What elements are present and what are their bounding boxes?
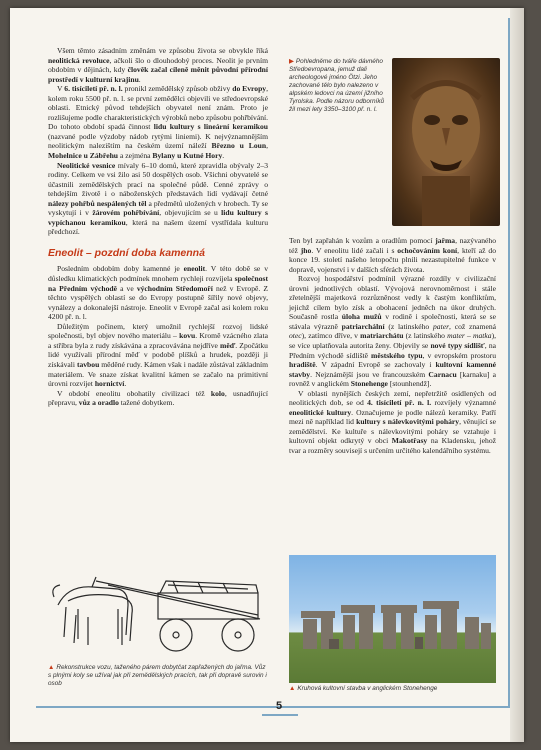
mummy-face-icon <box>392 58 500 226</box>
paragraph: Rozvoj hospodářství podmínil výrazné rozdíly v civilizační úrovni jednotlivých oblastí. Vývojová nerovnoměrnost i stále zřetelnější majetková rozrůzněnost vedly k častým konfliktům, jejichž cílem bylo získ a obohacení jedněch na úkor druhých. Současně rostla úloha mužů v rodině i společnosti, která se se stávala výrazně patriarchální (z latinského pater, což znamená otec), zatímco dříve, v matriarchátu (z latinského mater – matka), se více uplatňovala autorita ženy. Objevily se nové typy sídlišť, na Předním východě sídliště městského typu, v evropském prostoru hradiště. V západní Evropě se zachovaly i kultovní kamenné stavby. Nejznámější jsou ve francouzském Carnacu [karnaku] a rovněž v anglickém Stonehenge [stounhendž]. <box>289 274 497 389</box>
page-edge <box>510 8 524 742</box>
caption-marker-icon: ▲ <box>48 664 55 671</box>
left-column <box>48 46 268 408</box>
paragraph: Důležitým počinem, který umožnil rychlejší rozvoj lidské společnosti, byl objev nového materiálu – kovu. Kromě vzácného zlata a stříbra byla z rudy získávána a zpracovávána nejdříve měď. Zpočátku lidé využívali přírodní měď v podobě plíšků a hrudek, později ji získávali tavbou měděné rudy. Kámen však i nadále zůstával základním materiálem. Ve snaze získat kvalitní kámen se začalo na primitivní úrovni rozvíjet hornictví. <box>48 321 269 389</box>
paragraph: Ten byl zapřahán k vozům a oradlům pomocí jařma, nazývaného též jho. V eneolitu lidé začali i s ochočováním koní, kteří až do konce 19. století našeho letopočtu plnili nezastupitelné funkce v dopravě, vojenství i v dalších sférách života. <box>289 236 496 274</box>
mummy-photo <box>392 58 500 226</box>
paragraph: Všem těmto zásadním změnám ve způsobu života se obvykle říká neolitická revoluce, ačkoli šlo o dlouhodobý proces. Neolit je prvním obdobím v dějinách, kdy člověk začal cíleně měnit původní přírodní prostředí v kulturní krajinu. <box>48 46 268 84</box>
paragraph: V 6. tisíciletí př. n. l. pronikl zemědělský způsob obživy do Evropy, kolem roku 5500 př. n. l. se první zemědělci objevili ve středoevropské oblasti. Etnický původ tehdejších obyvatel není znám. Proto je rozlišujeme podle charakteristických výrobků nebo způsobu pohřbívání. Do tohoto období spadá činnost lidu kultury s lineární keramikou (nazvané podle výzdoby nádob rytými liniemi). K nejvýznamnějším neolitickým nalezištím na českém území náleží Březno u Loun, Mohelnice u Zábřehu a zejména Bylany u Kutné Hory. <box>48 84 269 161</box>
caption-marker-icon: ▲ <box>289 685 296 692</box>
caption-marker-icon: ▶ <box>289 58 294 65</box>
mummy-caption: ▶ Pohledněme do tváře dávného Středoevropana, jemuž dali archeologové jméno Ötzi. Jeho zachované tělo bylo nalezeno v alpském ledovci na území jižního Tyrolska. Podle názoru odborníků žil mezi lety 3350–3100 př. n. l. <box>289 58 385 113</box>
paragraph: Neolitické vesnice mívaly 6–10 domů, které zpravidla obývaly 2–3 rodiny. Celkem ve vsi žilo asi 50 dospělých osob. Všichni obyvatelé se účastnili zemědělských prací na společné půdě. Cenné zprávy o tehdejším životě i o náboženských představách lidí vydávají četné nálezy pohřbů nespálených těl a předmětů uložených v hrobech. Ty se vyskytují i v žárovém pohřbívání, objevujícím se u lidu kultury s vypíchanou keramikou, která na našem území vystřídala kulturu předchozí. <box>48 160 269 237</box>
paragraph: V období eneolitu obohatily civilizaci též kolo, usnadňující přepravu, vůz a oradlo tažené dobytkem. <box>48 388 269 408</box>
ox-cart-drawing <box>48 545 268 663</box>
section-heading: Eneolit – pozdní doba kamenná <box>48 246 205 259</box>
paragraph: V oblasti nynějších českých zemí, nepřetržitě osídlených od neolitických dob, se od 4. tisíciletí př. n. l. rozvíjely významné eneolitické kultury. Označujeme je podle nálezů keramiky. Patří mezi ně například lid kultury s nálevkovitými poháry, věnující se zemědělství. Ke kultuře s nálevkovitými poháry se vztahuje i kultovní objekt odkrytý v obci Makotřasy na Kladensku, jehož tvar a rozměry souvisejí s určením určitého kalendářního systému. <box>289 388 497 456</box>
paragraph: Posledním obdobím doby kamenné je eneolit. V této době se v důsledku klimatických podmínek mnohem rychleji rozvíjela společnost na Předním východě a ve východním Středomoří než v Evropě. Z těchto vyspělých oblastí se do Evropy postupně šířily nové objevy, vynálezy a dokonalejší nástroje. Eneolit v Evropě začal asi kolem roku 4200 př. n. l. <box>48 264 268 322</box>
right-column <box>289 236 496 456</box>
stonehenge-photo <box>289 555 496 683</box>
stonehenge-icon <box>289 555 496 683</box>
ox-cart-icon <box>48 545 268 663</box>
cart-caption: ▲ Rekonstrukce vozu, taženého párem dobytčat zapřažených do jařma. Vůz s plnými koly se užíval jak při zemědělských pracích, tak při dopravě surovin i osob <box>48 664 267 687</box>
page-number: 5 <box>276 700 283 712</box>
stonehenge-caption: ▲ Kruhová kultovní stavba v anglickém Stonehenge <box>289 685 438 692</box>
page-number-line <box>262 714 298 716</box>
